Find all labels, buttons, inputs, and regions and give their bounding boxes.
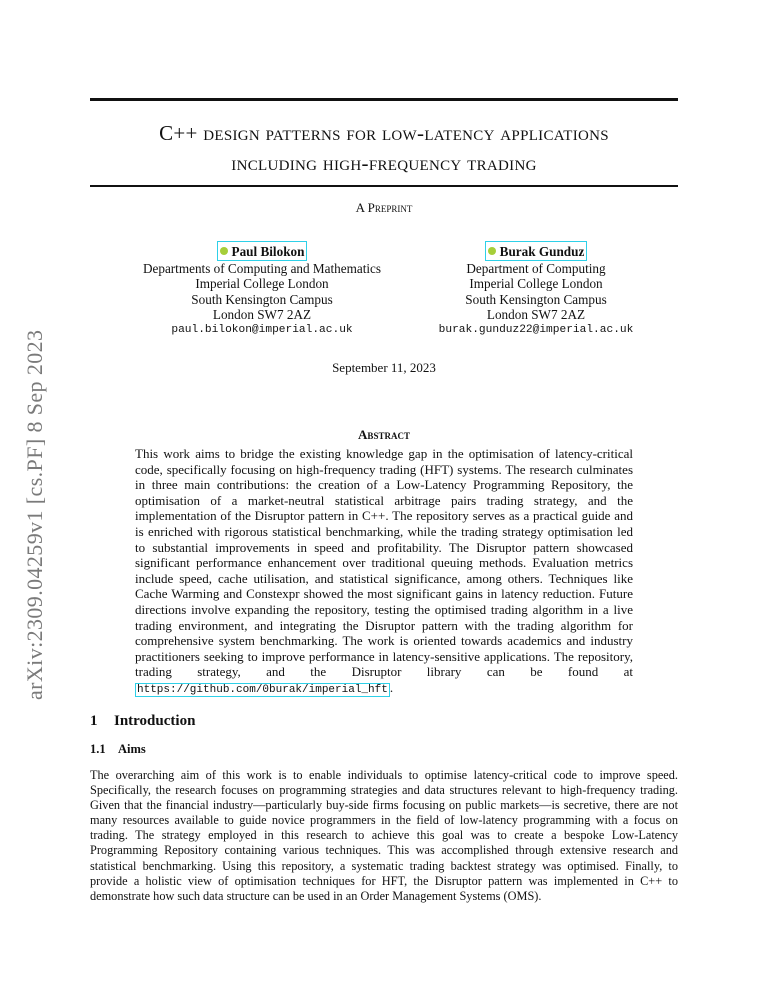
section-title: Introduction — [114, 713, 196, 729]
section-number: 1 — [90, 713, 98, 729]
abstract-body — [135, 446, 633, 699]
top-rule — [90, 98, 678, 101]
affiliation-line: South Kensington Campus — [191, 291, 333, 307]
subsection-title: Aims — [118, 742, 146, 756]
section-heading — [90, 713, 195, 730]
body-paragraph: The overarching aim of this work is to enable individuals to optimise latency-critical code to improve speed. Specifically, the research focuses on programming strategies and data structures relevant to high-frequency trading. Given that the financial industry—particularly buy-side firms focusing on public markets—is secretive, there are not many resources available to guide novice programmers in the field of low-latency programming with a focus on trading. The strategy employed in this research to achieve this goal was to create a bespoke Low-Latency Programming Repository containing various techniques. This was accomplished through extensive research and statistical benchmarking. Using this repository, a systematic trading backtest strategy was optimised. Finally, to provide a holistic view of optimisation techniques for HFT, the Disruptor pattern was implemented in C++ to demonstrate how such data structure can be used in an Order Management Systems (OMS). — [90, 768, 678, 903]
author-block-2 — [386, 241, 686, 338]
paper-date: September 11, 2023 — [332, 360, 436, 375]
affiliation-line: Imperial College London — [195, 276, 329, 291]
paper-title — [90, 118, 678, 178]
affiliation-line: South Kensington Campus — [465, 291, 607, 307]
abstract-text: This work aims to bridge the existing knowledge gap in the optimisation of latency-critical code, specifically focusing on high-frequency trading (HFT) systems. The research culminates in three main contributions: the creation of a Low-Latency Programming Repository, the optimisation of a market-neutral statistical arbitrage pairs trading strategy, and the implementation of the Disruptor pattern in C++. The repository serves as a practical guide and is enriched with rigorous statistical benchmarking, while the trading strategy optimisation led to substantial improvements in speed and profitability. The Disruptor pattern showcased significant performance enhancement over traditional queuing methods. Evaluation metrics include speed, cache utilisation, and statistical significance, among others. Techniques like Cache Warming and Constexpr showed the most significant gains in latency reduction. Future directions involve expanding the repository, testing the optimised trading algorithm in a live trading environment, and integrating the Disruptor pattern with the trading algorithm for comprehensive system benchmarking. The work is oriented towards academics and industry practitioners seeking to improve performance in latency-sensitive applications. The repository, trading strategy, and the Disruptor library can be found at — [135, 446, 633, 680]
author-name-link[interactable] — [217, 241, 308, 261]
title-bottom-rule — [90, 185, 678, 187]
author-block-1 — [112, 241, 412, 338]
subsection-heading — [90, 742, 146, 757]
subsection-number: 1.1 — [90, 742, 106, 756]
title-line-1: C++ design patterns for low-latency applications — [159, 121, 609, 145]
arxiv-stamp: arXiv:2309.04259v1 [cs.PF] 8 Sep 2023 — [22, 329, 47, 700]
author-name-link[interactable] — [485, 241, 588, 261]
title-line-2: including high-frequency trading — [231, 151, 537, 175]
author-name: Paul Bilokon — [231, 244, 305, 259]
affiliation-line: Department of Computing — [466, 260, 606, 276]
orcid-icon[interactable] — [488, 247, 496, 255]
affiliation-line: Departments of Computing and Mathematics — [142, 260, 382, 276]
author-name: Burak Gunduz — [499, 244, 585, 259]
author-email: paul.bilokon@imperial.ac.uk — [171, 323, 353, 336]
repository-link[interactable]: https://github.com/0burak/imperial_hft — [137, 683, 388, 696]
preprint-label: A Preprint — [355, 200, 413, 215]
abstract-end: . — [389, 679, 394, 695]
affiliation-line: London SW7 2AZ — [212, 307, 312, 322]
orcid-icon[interactable] — [220, 247, 228, 255]
author-email: burak.gunduz22@imperial.ac.uk — [438, 323, 634, 336]
abstract-heading: Abstract — [358, 427, 410, 442]
affiliation-line: Imperial College London — [469, 276, 603, 291]
affiliation-line: London SW7 2AZ — [486, 307, 586, 322]
